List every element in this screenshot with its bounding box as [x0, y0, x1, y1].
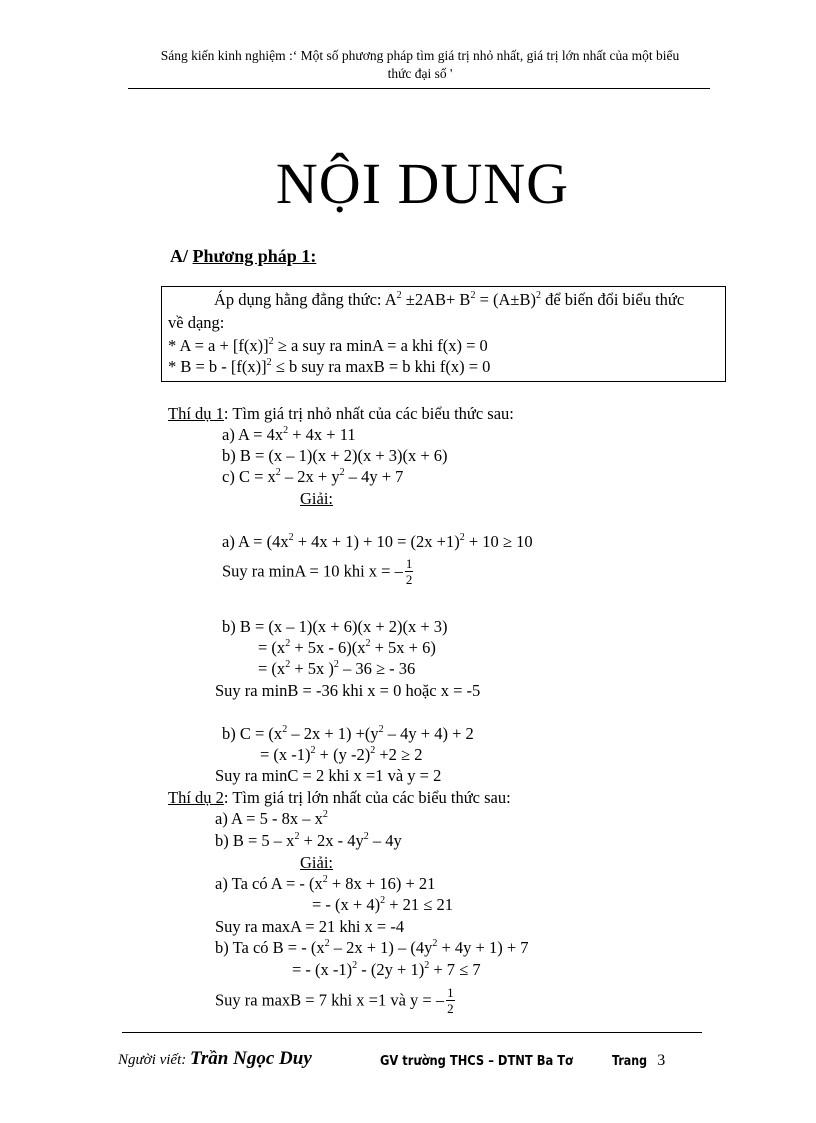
ex2-sol-b-1: b) Ta có B = - $(x^2 - 2x + 1) - (4y^2 + 4y + 1) + 7$	[215, 938, 529, 957]
ex1-solution-label: Giải:	[300, 489, 333, 508]
ex1-sol-c-2: = (x -1)$^2$ + (y -2)$^2$ +2 ≥ 2	[260, 745, 423, 764]
section-prefix: A/	[170, 246, 188, 266]
section-label: Phương pháp 1:	[192, 246, 317, 266]
ex2-sol-a-1: a) Ta có A = - $(x^2 + 8x + 16) + 21$	[215, 874, 436, 893]
header-line-2: thức đại số '	[387, 66, 453, 81]
ex2-item-a: a) $A = 5 - 8x - x^2$	[215, 809, 328, 828]
ex1-item-b: b) B = (x – 1)(x + 2)(x + 3)(x + 6)	[222, 446, 448, 465]
ex1-sol-a-1: a) $A = (4x^2 + 4x + 1) + 10 = (2x +1)^2 + 10 \ge 10$	[222, 532, 533, 551]
ex1-sol-a-2: Suy ra minA = 10 khi x = – $\frac{1}{2}$	[222, 556, 413, 587]
box-line-1: Áp dụng hằng đẳng thức: $A^2 \pm 2AB+ B^2 = (A\pm B)^2$ để biến đổi biểu thức	[214, 290, 685, 309]
footer-rule	[122, 1032, 702, 1033]
ex1-item-a: a) $A = 4x^2 + 4x + 11$	[222, 425, 356, 444]
ex1-sol-b-3: = ($x^2 + 5x$ )$^2$ – 36 ≥ - 36	[258, 659, 416, 678]
ex2-sol-b-3: Suy ra maxB = 7 khi x =1 và y = – $\frac{1}{2}$	[215, 985, 454, 1016]
ex1-item-c: c) $C = x^2 - 2x + y^2 - 4y + 7$	[222, 467, 404, 486]
ex2-item-b: b) $B = 5 - x^2 + 2x - 4y^2 - 4y$	[215, 831, 402, 850]
page-footer	[118, 1048, 312, 1070]
example-1-heading: Thí dụ 1: Tìm giá trị nhỏ nhất của các biểu thức sau:	[168, 404, 514, 423]
fraction: $\frac{1}{2}$	[447, 985, 454, 1016]
example-2-heading: Thí dụ 2: Tìm giá trị lớn nhất của các biểu thức sau:	[168, 788, 511, 807]
ex1-sol-c-1: b) $C = (x^2 - 2x + 1) +(y^2 - 4y + 4) + 2$	[222, 724, 474, 743]
ex1-sol-c-3: Suy ra minC = 2 khi x =1 và y = 2	[215, 766, 442, 785]
ex2-sol-a-2: = - $(x + 4)^2 + 21 \le 21$	[312, 895, 453, 914]
box-line-2: về dạng:	[168, 313, 225, 332]
writer-label: Người viết:	[118, 1052, 187, 1068]
box-line-4: * $B = b - [f(x)]^2 \le b$ suy ra maxB = b khi f(x) = 0	[168, 357, 491, 376]
ex2-sol-a-3: Suy ra maxA = 21 khi x = -4	[215, 917, 405, 936]
ex1-sol-b-1: b) B = (x – 1)(x + 6)(x + 2)(x + 3)	[222, 617, 448, 636]
box-line-3: * $A = a + [f(x)]^2 \ge a$ suy ra minA = a khi f(x) = 0	[168, 336, 488, 355]
header-line-1: Sáng kiến kinh nghiệm :‘ Một số phương pháp tìm giá trị nhỏ nhất, giá trị lớn nhất của một biểu	[160, 48, 680, 63]
header-rule	[128, 88, 710, 89]
page-title: NỘI DUNG	[275, 151, 570, 216]
section-heading	[170, 246, 316, 267]
ex1-sol-b-2: = $(x^2 + 5x - 6)(x^2 + 5x + 6)$	[258, 638, 436, 657]
page-number: Trang 3	[612, 1052, 666, 1069]
author-name: Trần Ngọc Duy	[190, 1048, 312, 1069]
page-header	[120, 47, 720, 83]
ex2-solution-label: Giải:	[300, 853, 333, 872]
ex2-sol-b-2: = - (x $-1)^2 - (2y + 1)^2 + 7 \le 7$	[292, 960, 481, 979]
ex1-sol-b-4: Suy ra minB = -36 khi x = 0 hoặc x = -5	[215, 681, 481, 700]
school-name: GV trường THCS – DTNT Ba Tơ	[380, 1053, 573, 1069]
fraction: $\frac{1}{2}$	[405, 556, 413, 587]
